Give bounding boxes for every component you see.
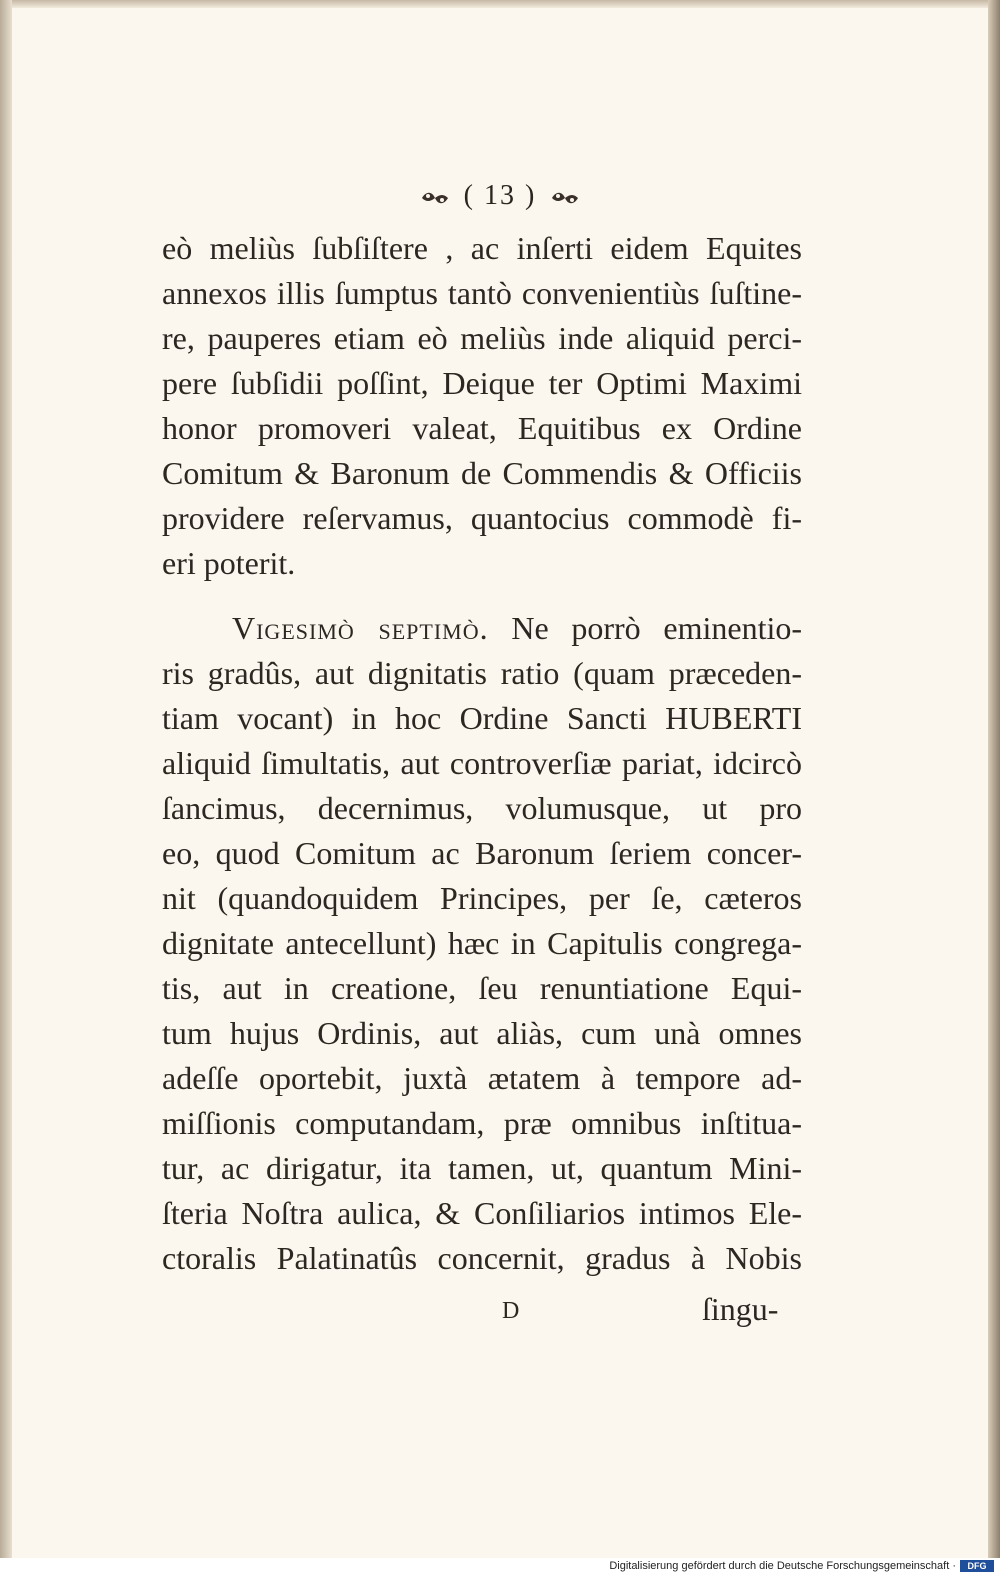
text-line: eo, quod Comitum ac Baronum ſeriem concer- (162, 835, 802, 871)
text-line: aliquid ſimultatis, aut controverſiæ pariat, idcircò (162, 745, 802, 781)
text-line: ris gradûs, aut dignitatis ratio (quam præceden- (162, 655, 802, 691)
catchword: ſingu- (702, 1291, 779, 1327)
text-line: honor promoveri valeat, Equitibus ex Ordine (162, 410, 802, 446)
text-line: eri poterit. (162, 545, 296, 581)
digitization-credit: Digitalisierung gefördert durch die Deutsche Forschungsgemeinschaft · (609, 1560, 956, 1572)
text-line: adeſſe oportebit, juxtà ætatem à tempore ad- (162, 1060, 802, 1096)
paragraph-article-27 (162, 606, 802, 1281)
text-line: dignitate antecellunt) hæc in Capitulis congrega- (162, 925, 802, 961)
dfg-logo: DFG (960, 1560, 994, 1572)
book-page (12, 8, 988, 1558)
text-line: tur, ac dirigatur, ita tamen, ut, quantum Mini- (162, 1150, 802, 1186)
text-line: Comitum & Baronum de Commendis & Officiis (162, 455, 802, 491)
article-heading: Vigesimò septimò. (232, 610, 489, 646)
text-line: pere ſubſidii poſſint, Deique ter Optimi Maximi (162, 365, 802, 401)
page-edge-left (0, 0, 12, 1560)
ornament-right-icon (550, 190, 580, 206)
text-line: tum hujus Ordinis, aut aliàs, cum unà omnes (162, 1015, 802, 1051)
ornament-left-icon (420, 190, 450, 206)
paragraph-continuation (162, 226, 802, 586)
signature-mark: D (502, 1298, 520, 1324)
text-line: nit (quandoquidem Principes, per ſe, cæteros (162, 880, 802, 916)
page-header (12, 180, 988, 212)
text-line: ſteria Noſtra aulica, & Conſiliarios intimos Ele- (162, 1195, 802, 1231)
text-line: re, pauperes etiam eò meliùs inde aliquid perci- (162, 320, 802, 356)
text-fragment: Ne porrò eminentio- (511, 610, 802, 646)
text-line: ctoralis Palatinatûs concernit, gradus à Nobis (162, 1240, 802, 1276)
text-line: tiam vocant) in hoc Ordine Sancti HUBERTI (162, 700, 802, 736)
page-number: ( 13 ) (463, 180, 537, 211)
text-line: eò meliùs ſubſiſtere , ac inſerti eidem Equites (162, 230, 802, 266)
text-line: miſſionis computandam, præ omnibus inſtitua- (162, 1105, 802, 1141)
text-line: tis, aut in creatione, ſeu renuntiatione Equi- (162, 970, 802, 1006)
text-line: providere reſervamus, quantocius commodè fi- (162, 500, 802, 536)
text-line: ſancimus, decernimus, volumusque, ut pro (162, 790, 802, 826)
text-line: annexos illis ſumptus tantò convenientiùs ſuſtine- (162, 275, 802, 311)
paragraph-first-line (162, 606, 802, 651)
page-edge-right (988, 0, 1000, 1560)
page-edge-top (0, 0, 1000, 8)
